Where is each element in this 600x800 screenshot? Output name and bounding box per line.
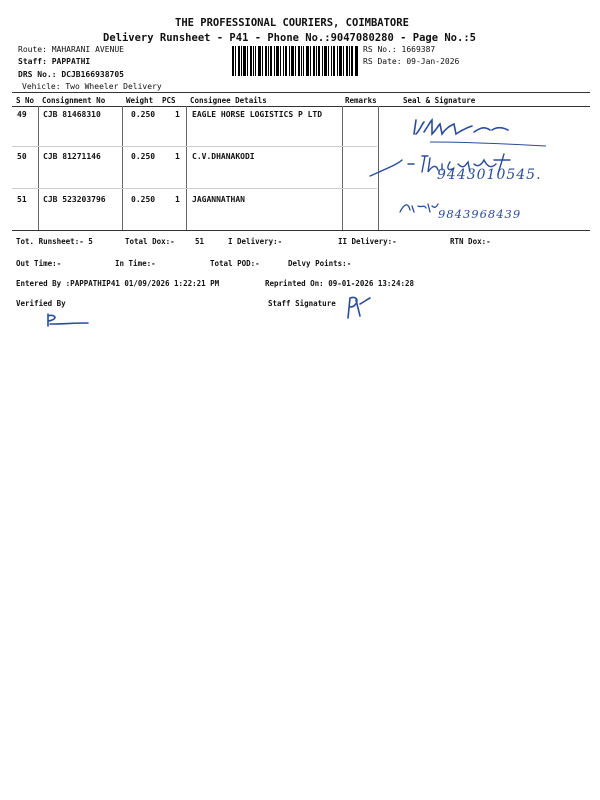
delvy-points: Delvy Points:- [288, 259, 352, 268]
company-name: THE PROFESSIONAL COURIERS, COIMBATORE [175, 17, 409, 29]
rs-number: RS No.: 1669387 [363, 45, 436, 54]
verifier-signature [44, 312, 92, 328]
row-sno: 50 [17, 152, 27, 161]
verified-by-label: Verified By [16, 299, 66, 308]
col-divider [122, 106, 123, 230]
col-weight: Weight [126, 96, 154, 105]
total-dox-value: 51 [195, 237, 205, 246]
drs-number: DRS No.: DCJB166938705 [18, 70, 124, 79]
row-consignment: CJB 81468310 [43, 110, 101, 119]
handwritten-phone: 9443010545. [437, 167, 542, 183]
summary-top-rule [12, 230, 590, 231]
row-consignment: CJB 523203796 [43, 195, 106, 204]
col-sno: S No [16, 96, 35, 105]
handwritten-phone: 9843968439 [438, 207, 522, 221]
out-time: Out Time:- [16, 259, 62, 268]
row-divider [12, 188, 377, 189]
runsheet-title: Delivery Runsheet - P41 - Phone No.:9047080280 - Page No.:5 [103, 32, 476, 44]
header-bottom-rule [12, 106, 590, 107]
barcode-image [232, 46, 358, 76]
signature-ink [396, 196, 440, 218]
col-pcs: PCS [162, 96, 176, 105]
row-consignment: CJB 81271146 [43, 152, 101, 161]
in-time: In Time:- [115, 259, 156, 268]
col-remarks: Remarks [345, 96, 377, 105]
row-weight: 0.250 [131, 110, 156, 119]
row-weight: 0.250 [131, 152, 156, 161]
tot-runsheet: Tot. Runsheet:- 5 [16, 237, 93, 246]
row-pcs: 1 [175, 195, 180, 204]
col-divider [186, 106, 187, 230]
col-divider [342, 106, 343, 230]
total-pod: Total POD:- [210, 259, 260, 268]
col-divider [38, 106, 39, 230]
reprinted-on: Reprinted On: 09-01-2026 13:24:28 [265, 279, 415, 288]
row-consignee: EAGLE HORSE LOGISTICS P LTD [192, 110, 323, 119]
row-divider [12, 146, 377, 147]
row-consignee: C.V.DHANAKODI [192, 152, 255, 161]
i-delivery: I Delivery:- [228, 237, 283, 246]
ii-delivery: II Delivery:- [338, 237, 397, 246]
row-pcs: 1 [175, 152, 180, 161]
rtn-dox: RTN Dox:- [450, 237, 491, 246]
staff-label: Staff: PAPPATHI [18, 57, 91, 66]
staff-signature-ink [344, 294, 372, 320]
col-consignment: Consignment No [42, 96, 106, 105]
header-top-rule [12, 92, 590, 93]
col-consignee: Consignee Details [190, 96, 267, 105]
total-dox-label: Total Dox:- [125, 237, 175, 246]
route-label: Route: MAHARANI AVENUE [18, 45, 124, 54]
row-sno: 51 [17, 195, 27, 204]
row-pcs: 1 [175, 110, 180, 119]
row-consignee: JAGANNATHAN [192, 195, 245, 204]
vehicle-label: Vehicle: Two Wheeler Delivery [22, 82, 162, 91]
rs-date: RS Date: 09-Jan-2026 [363, 57, 460, 66]
signature-ink [410, 112, 550, 152]
col-seal-signature: Seal & Signature [403, 96, 476, 105]
row-sno: 49 [17, 110, 27, 119]
row-weight: 0.250 [131, 195, 156, 204]
staff-signature-label: Staff Signature [268, 299, 336, 308]
entered-by: Entered By :PAPPATHIP41 01/09/2026 1:22:21 PM [16, 279, 220, 288]
